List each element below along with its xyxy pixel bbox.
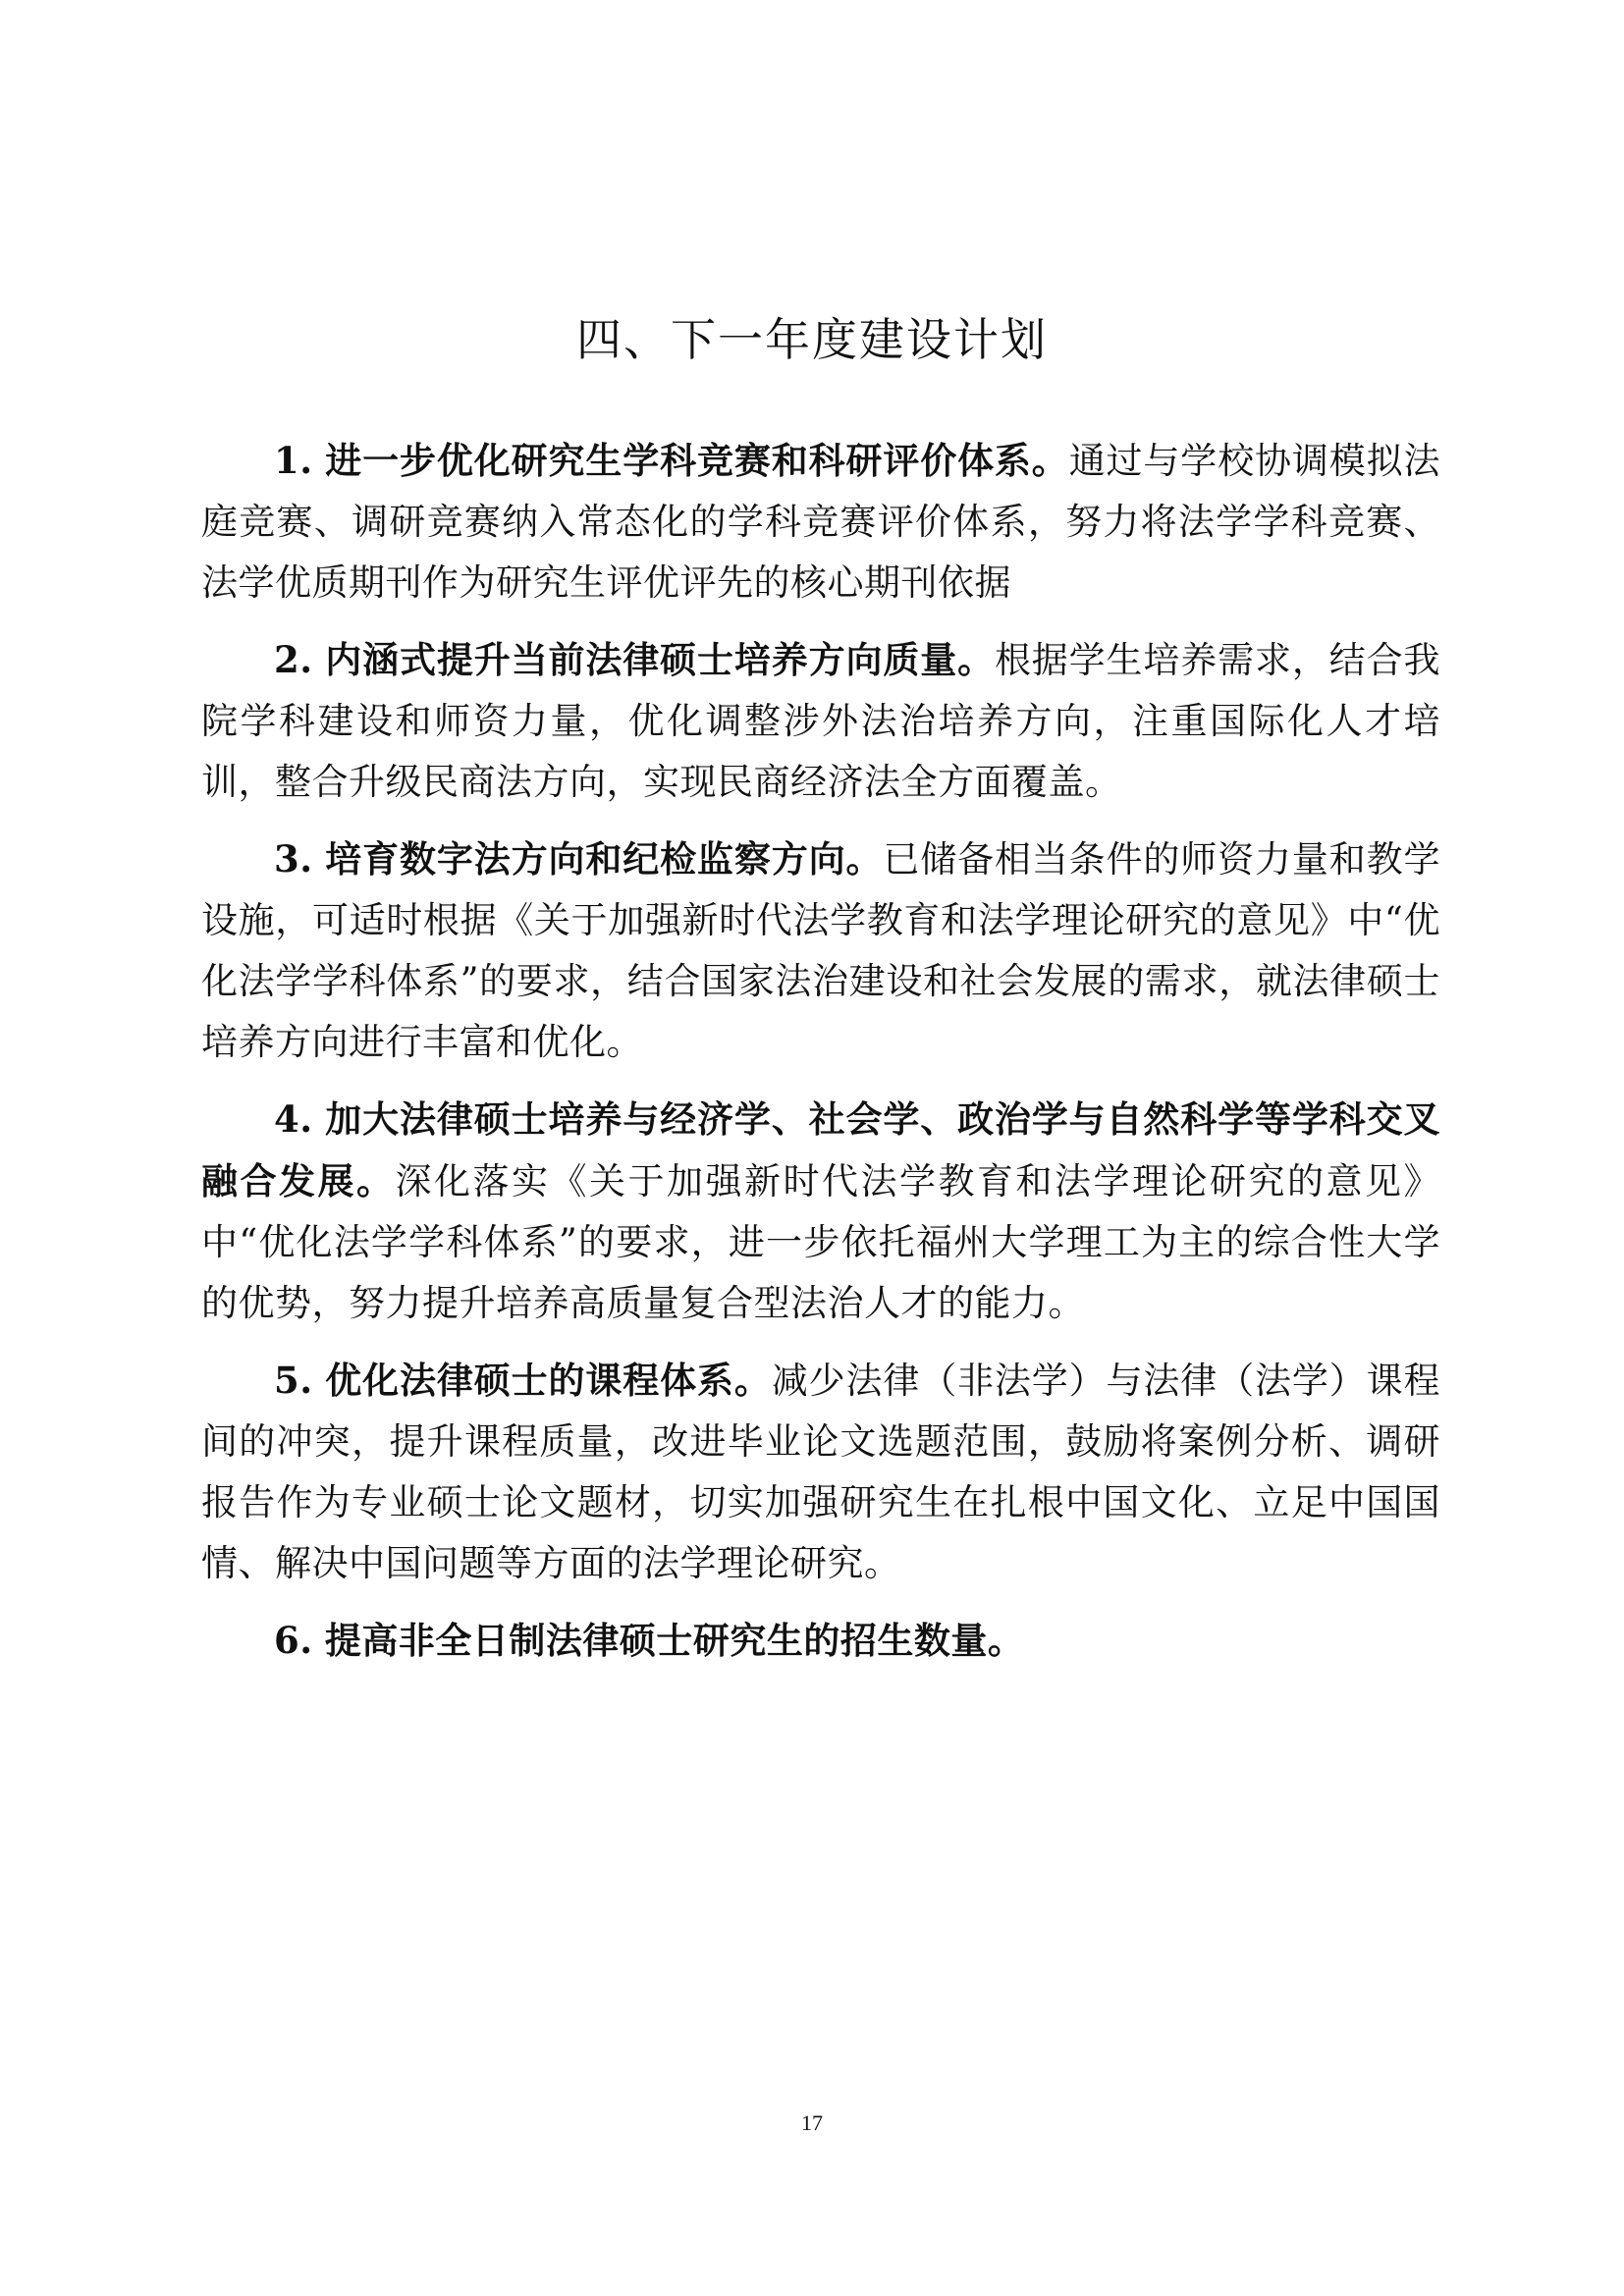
item-number: 3. (274, 837, 313, 881)
section-title: 四、下一年度建设计划 (576, 313, 1048, 366)
plan-item-2 (201, 629, 1440, 813)
item-text: 深化落实《关于加强新时代法学教育和法学理论研究的意见》中“优化法学学科体系”的要求，进一步依托福州大学理工为主的综合性大学的优势，努力提升培养高质量复合型法治人才的能力。 (201, 1160, 1440, 1324)
item-text: 根据学生培养需求，结合我院学科建设和师资力量，优化调整涉外法治培养方向，注重国际化人才培训，整合升级民商法方向，实现民商经济法全方面覆盖。 (201, 639, 1441, 803)
plan-item-4 (201, 1089, 1440, 1334)
item-number: 6. (274, 1619, 313, 1662)
item-heading: 进一步优化研究生学科竞赛和科研评价体系。 (325, 439, 1069, 482)
item-heading: 提高非全日制法律硕士研究生的招生数量。 (324, 1619, 1025, 1662)
item-number: 2. (274, 638, 313, 681)
plan-list (201, 430, 1440, 1687)
item-number: 5. (274, 1359, 313, 1402)
page-number: 17 (801, 2110, 823, 2135)
item-heading: 内涵式提升当前法律硕士培养方向质量。 (325, 638, 995, 681)
item-text: 通过与学校协调模拟法庭竞赛、调研竞赛纳入常态化的学科竞赛评价体系，努力将法学学科竞赛、法学优质期刊作为研究生评优评先的核心期刊依据 (201, 440, 1441, 604)
plan-item-6 (201, 1610, 1440, 1672)
item-heading: 培育数字法方向和纪检监察方向。 (325, 837, 884, 881)
item-text: 已储备相当条件的师资力量和教学设施，可适时根据《关于加强新时代法学教育和法学理论研究的意见》中“优化法学学科体系”的要求，结合国家法治建设和社会发展的需求，就法律硕士培养方向进行丰富和优化。 (201, 838, 1441, 1063)
plan-item-3 (201, 828, 1440, 1073)
item-heading: 加大法律硕士培养与经济学、社会学、政治学与自然科学等学科交叉融合发展。 (201, 1097, 1441, 1202)
item-number: 1. (274, 439, 313, 482)
item-heading: 优化法律硕士的课程体系。 (325, 1359, 772, 1402)
plan-item-5 (201, 1350, 1440, 1594)
item-number: 4. (274, 1097, 313, 1141)
plan-item-1 (201, 430, 1440, 614)
item-text: 减少法律（非法学）与法律（法学）课程间的冲突，提升课程质量，改进毕业论文选题范围，鼓励将案例分析、调研报告作为专业硕士论文题材，切实加强研究生在扎根中国文化、立足中国国情、解决中国问题等方面的法学理论研究。 (201, 1360, 1441, 1584)
